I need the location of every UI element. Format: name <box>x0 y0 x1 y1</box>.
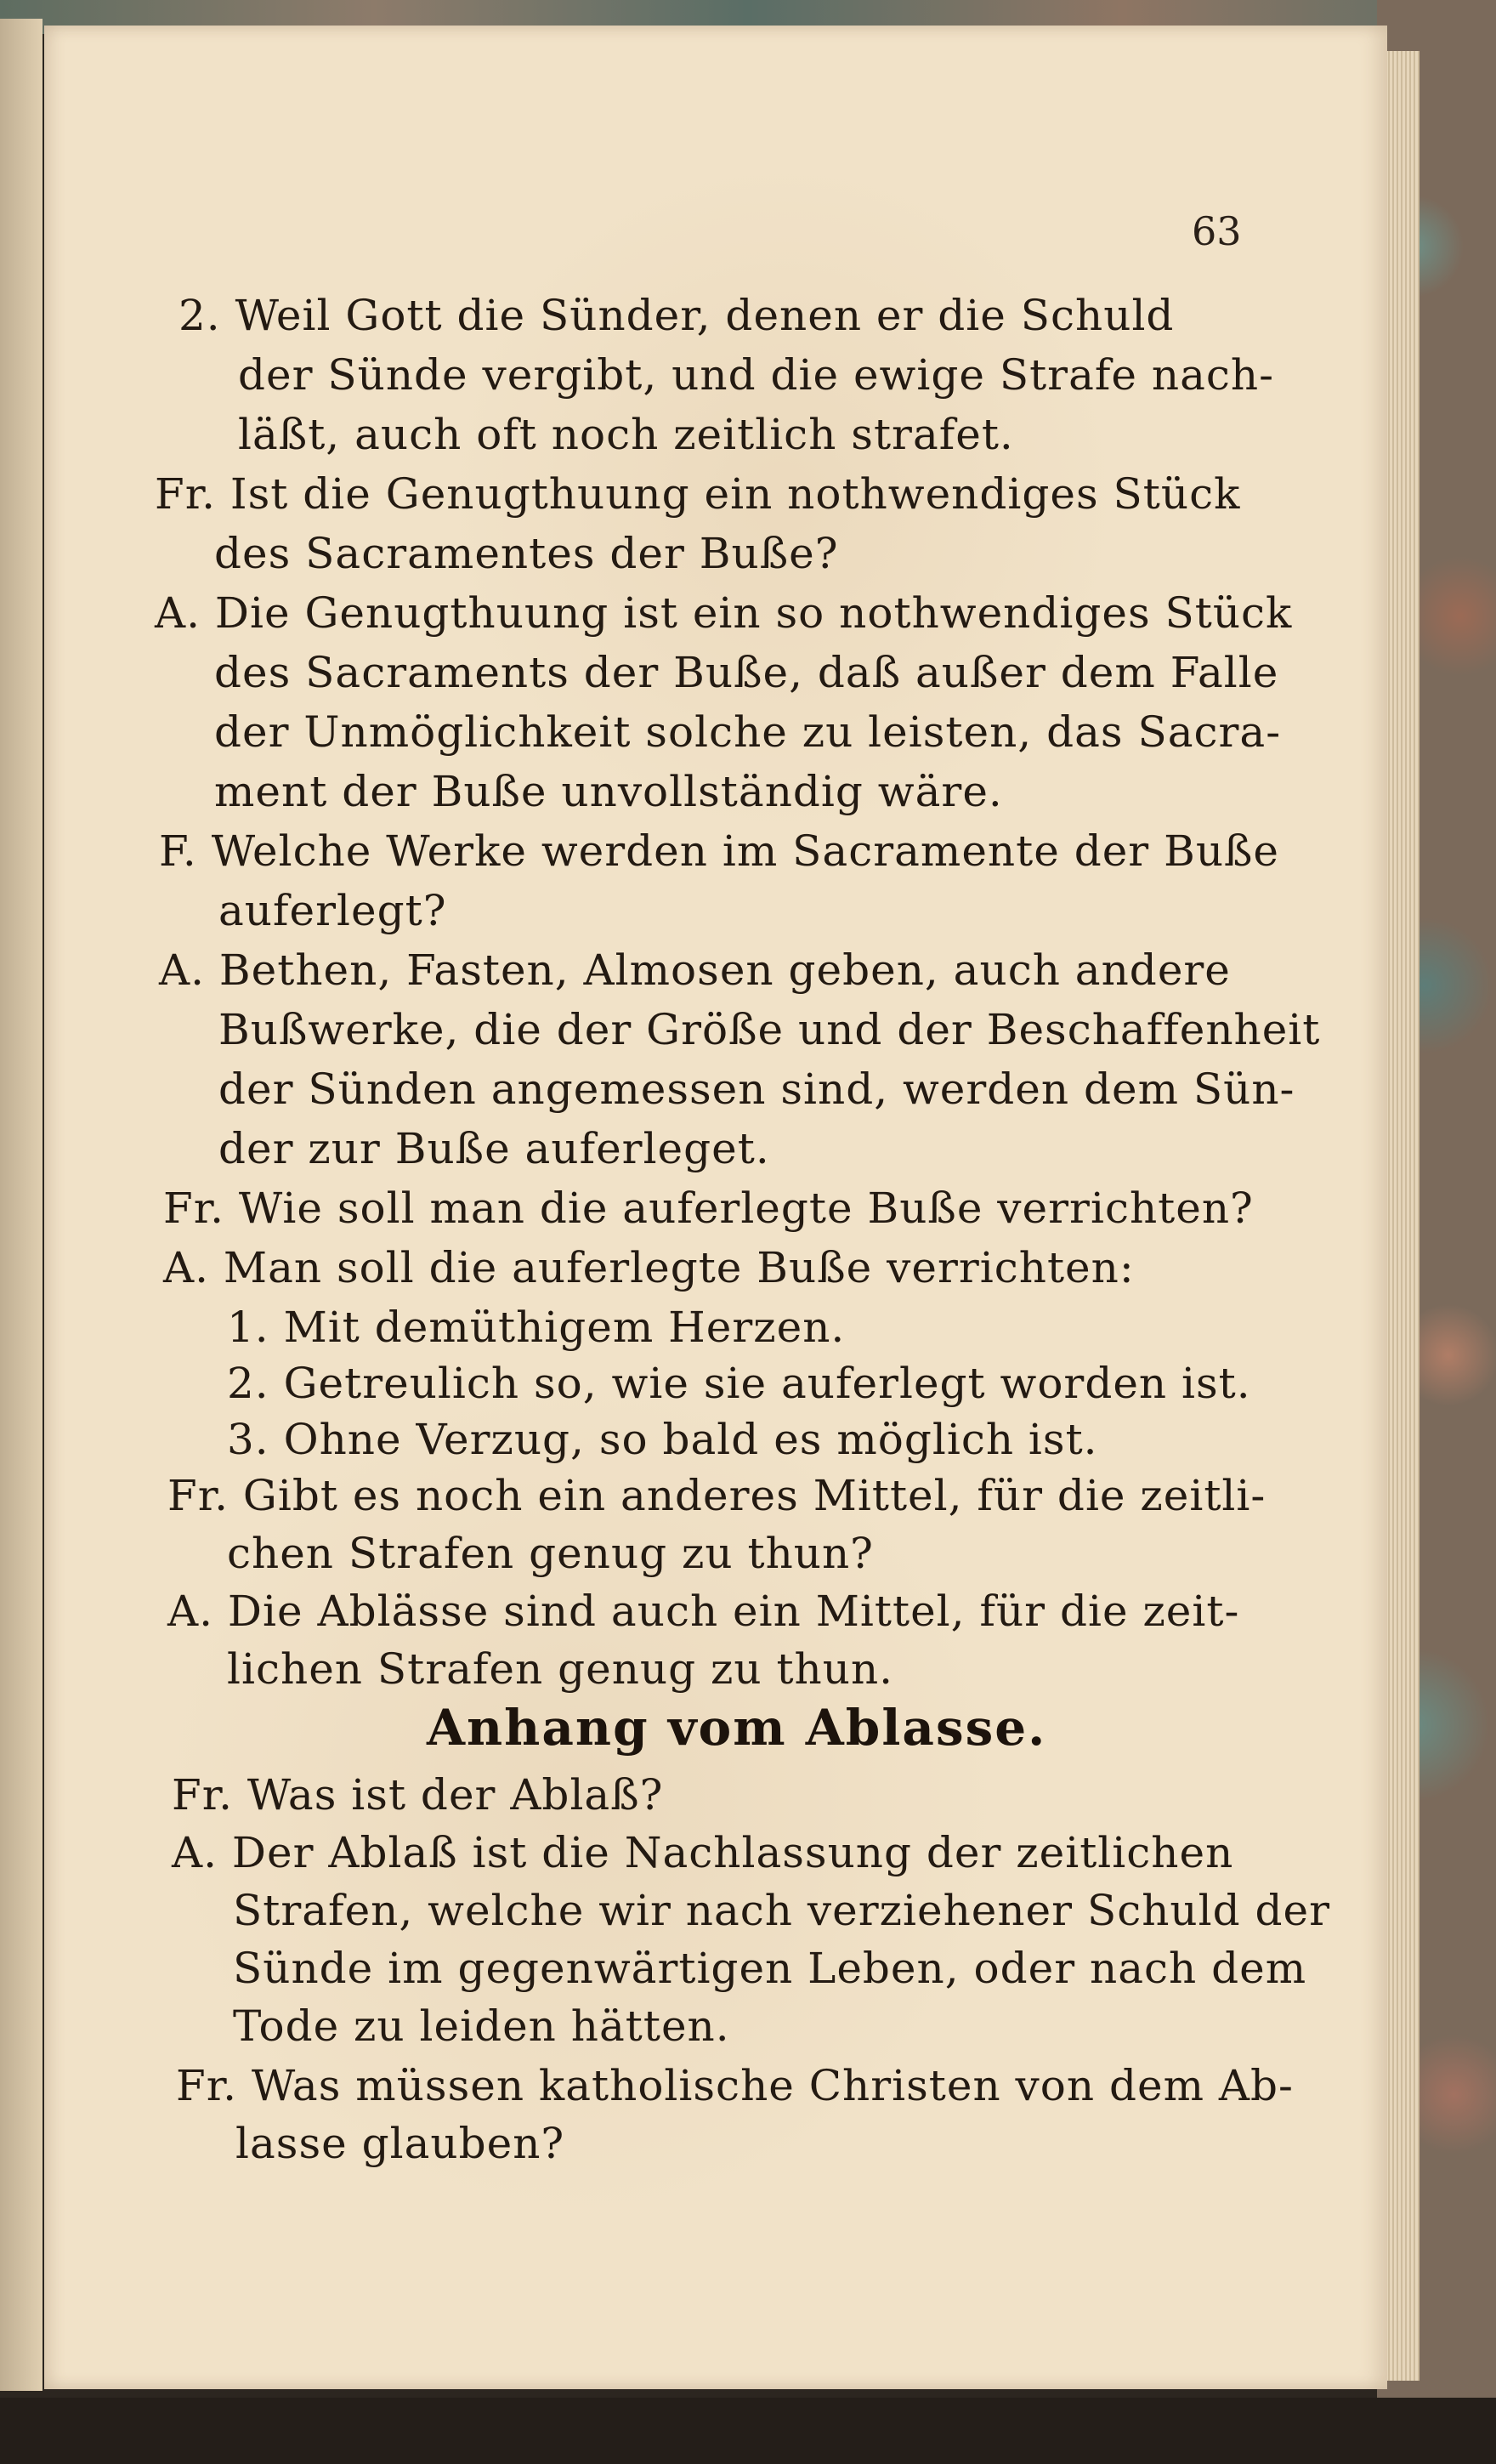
text-line: Tode zu leiden hätten. <box>233 2001 730 2051</box>
answer-line: A. Bethen, Fasten, Almosen geben, auch andere <box>159 945 1231 995</box>
book-cover-bottom <box>0 2398 1496 2464</box>
facing-page-edge <box>0 19 42 2391</box>
text-line: auferlegt? <box>218 886 447 935</box>
text-line: der zur Buße auferleget. <box>218 1124 770 1173</box>
list-item: 3. Ohne Verzug, so bald es möglich ist. <box>227 1415 1098 1464</box>
answer-line: A. Die Genugthuung ist ein so nothwendiges Stück <box>155 588 1293 638</box>
text-line: Bußwerke, die der Größe und der Beschaffenheit <box>218 1005 1321 1054</box>
text-line: der Sünde vergibt, und die ewige Strafe nach- <box>238 350 1274 400</box>
text-line: läßt, auch oft noch zeitlich strafet. <box>238 410 1014 459</box>
list-item: 2. Getreulich so, wie sie auferlegt worden ist. <box>227 1359 1251 1408</box>
text-line: des Sacraments der Buße, daß außer dem Falle <box>214 648 1279 697</box>
text-line: der Sünden angemessen sind, werden dem Sün- <box>218 1065 1295 1114</box>
text-line: Strafen, welche wir nach verziehener Schuld der <box>233 1886 1330 1935</box>
book-page <box>44 26 1387 2389</box>
question-line: Fr. Was müssen katholische Christen von dem Ab- <box>176 2061 1294 2110</box>
list-item: 1. Mit demüthigem Herzen. <box>227 1303 846 1352</box>
text-line: lasse glauben? <box>235 2119 565 2168</box>
text-line: ment der Buße unvollständig wäre. <box>214 767 1003 816</box>
text-line: chen Strafen genug zu thun? <box>227 1529 874 1578</box>
section-heading: Anhang vom Ablasse. <box>427 1699 1047 1757</box>
text-line: des Sacramentes der Buße? <box>214 529 839 578</box>
text-line: 2. Weil Gott die Sünder, denen er die Schuld <box>178 291 1175 340</box>
text-line: Sünde im gegenwärtigen Leben, oder nach dem <box>233 1944 1307 1993</box>
answer-line: A. Die Ablässe sind auch ein Mittel, für die zeit- <box>167 1587 1240 1636</box>
page-number: 63 <box>1192 208 1242 254</box>
text-line: lichen Strafen genug zu thun. <box>227 1644 894 1694</box>
question-line: Fr. Ist die Genugthuung ein nothwendiges Stück <box>155 469 1241 519</box>
answer-line: A. Der Ablaß ist die Nachlassung der zeitlichen <box>172 1828 1234 1877</box>
question-line: Fr. Gibt es noch ein anderes Mittel, für die zeitli- <box>167 1471 1266 1520</box>
question-line: F. Welche Werke werden im Sacramente der Buße <box>159 826 1280 876</box>
question-line: Fr. Was ist der Ablaß? <box>172 1770 664 1820</box>
answer-line: A. Man soll die auferlegte Buße verrichten: <box>163 1243 1135 1292</box>
question-line: Fr. Wie soll man die auferlegte Buße verrichten? <box>163 1184 1254 1233</box>
text-line: der Unmöglichkeit solche zu leisten, das Sacra- <box>214 707 1282 757</box>
